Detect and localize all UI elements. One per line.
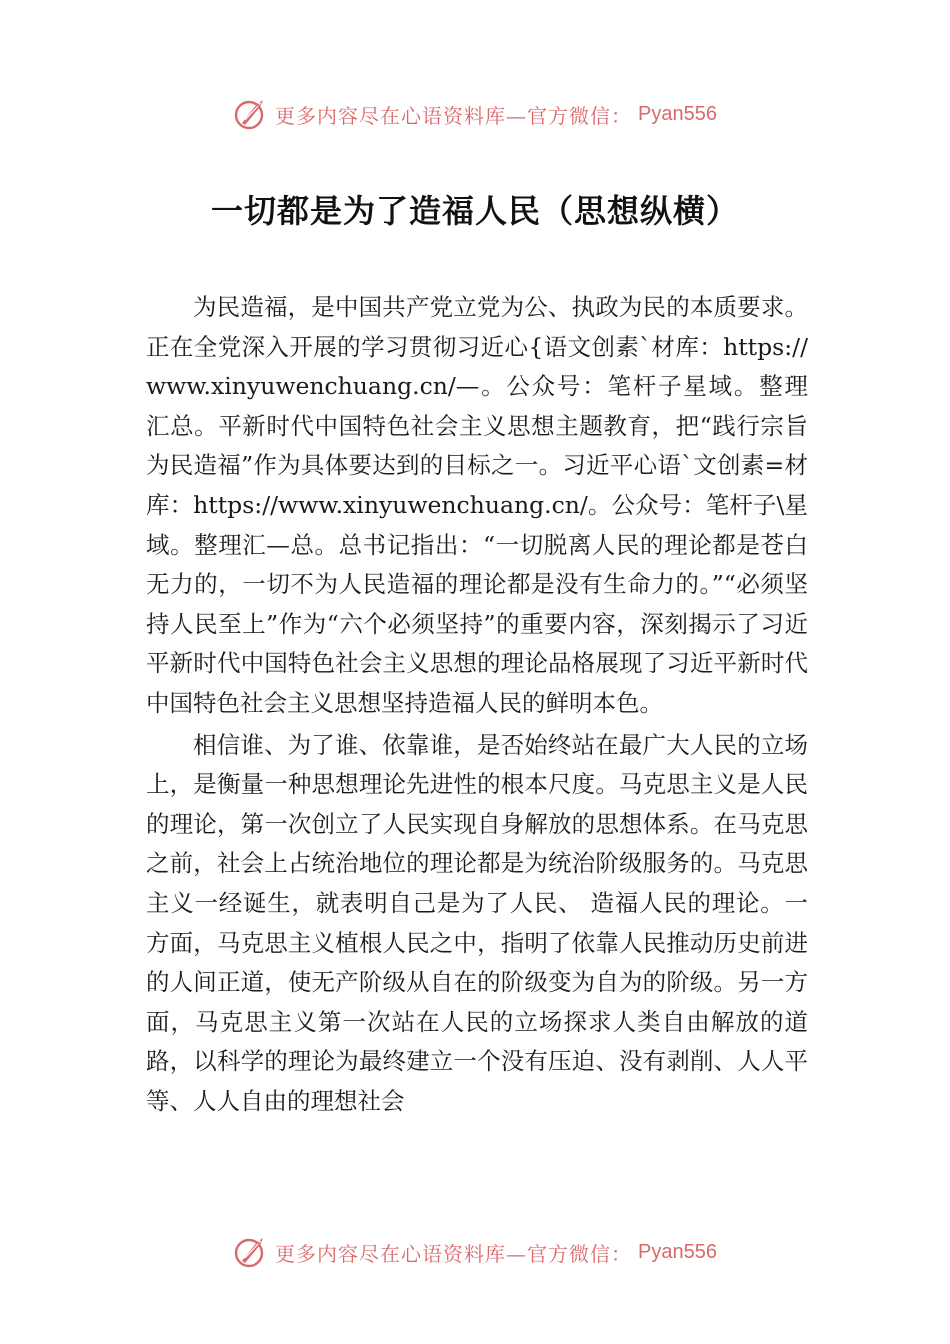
wechat-id: Pyan556 xyxy=(638,1240,717,1263)
banner-text: 更多内容尽在心语资料库—官方微信： xyxy=(275,1241,633,1266)
page-title: 一切都是为了造福人民（思想纵横） xyxy=(210,192,739,230)
footer-banner xyxy=(0,1232,950,1272)
article-body xyxy=(146,288,808,1121)
banner-text: 更多内容尽在心语资料库—官方微信： xyxy=(275,103,633,128)
header-banner xyxy=(0,94,950,134)
pen-nib-logo-icon xyxy=(233,1234,269,1270)
pen-nib-logo-icon xyxy=(233,96,269,132)
paragraph-1: 为民造福，是中国共产党立党为公、执政为民的本质要求。正在全党深入开展的学习贯彻习近心{语文创素`材库：https://www.xinyuwenchuang.cn/—。公众号：笔杆子星域。整理汇总。平新时代中国特色社会主义思想主题教育，把“践行宗旨为民造福”作为具体要达到的目标之一。习近平心语`文创素=材库：https://www.xinyuwenchuang.cn/。公众号：笔杆子\星域。整理汇—总。总书记指出：“一切脱离人民的理论都是苍白无力的，一切不为人民造福的理论都是没有生命力的。”“必须坚持人民至上”作为“六个必须坚持”的重要内容，深刻揭示了习近平新时代中国特色社会主义思想的理论品格展现了习近平新时代中国特色社会主义思想坚持造福人民的鲜明本色。 xyxy=(146,293,808,717)
wechat-id: Pyan556 xyxy=(638,102,717,125)
paragraph-2: 相信谁、为了谁、依靠谁，是否始终站在最广大人民的立场上，是衡量一种思想理论先进性的根本尺度。马克思主义是人民的理论，第一次创立了人民实现自身解放的思想体系。在马克思之前，社会上占统治地位的理论都是为统治阶级服务的。马克思主义一经诞生，就表明自己是为了人民、 造福人民的理论。一方面，马克思主义植根人民之中，指明了依靠人民推动历史前进的人间正道，使无产阶级从自在的阶级变为自为的阶级。另一方面，马克思主义第一次站在人民的立场探求人类自由解放的道路，以科学的理论为最终建立一个没有压迫、没有剥削、人人平等、人人自由的理想社会 xyxy=(146,730,808,1115)
